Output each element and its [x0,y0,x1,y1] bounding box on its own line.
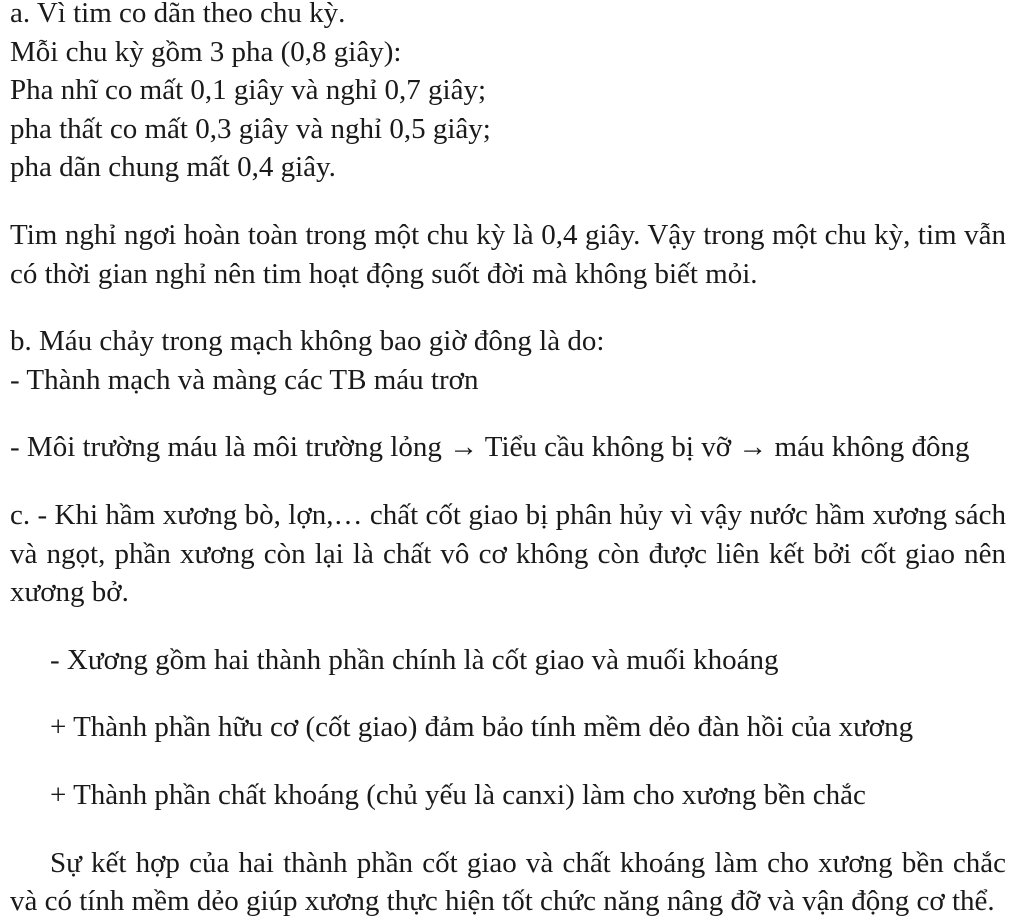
part-c-combination: Sự kết hợp của hai thành phần cốt giao và chất khoáng làm cho xương bền chắc và có tính mềm dẻo giúp xương thực hiện tốt chức năng nâng đỡ và vận động cơ thể. [10,846,1006,918]
part-a-conclusion: Tim nghỉ ngơi hoàn toàn trong một chu kỳ là 0,4 giây. Vậy trong một chu kỳ, tim vẫn có thời gian nghỉ nên tim hoạt động suốt đời mà không biết mỏi. [10,218,1006,290]
part-b-reason-2: - Môi trường máu là môi trường lỏng → Tiểu cầu không bị vỡ → máu không đông [10,431,970,464]
part-a-atrial-phase: Pha nhĩ co mất 0,1 giây và nghỉ 0,7 giây; [10,74,487,107]
part-c-mineral: + Thành phần chất khoáng (chủ yếu là canxi) làm cho xương bền chắc [50,778,866,811]
part-c-components: - Xương gồm hai thành phần chính là cốt giao và muối khoáng [50,643,779,676]
part-b-intro: b. Máu chảy trong mạch không bao giờ đông là do: [10,325,605,358]
part-a-ventricular-phase: pha thất co mất 0,3 giây và nghỉ 0,5 giây; [10,112,491,145]
part-a-cycle: Mỗi chu kỳ gồm 3 pha (0,8 giây): [10,35,402,68]
part-a-diastole-phase: pha dãn chung mất 0,4 giây. [10,151,336,184]
part-a-intro: a. Vì tim co dãn theo chu kỳ. [10,0,346,29]
part-c-organic: + Thành phần hữu cơ (cốt giao) đảm bảo tính mềm dẻo đàn hồi của xương [50,711,914,744]
part-b-reason-1: - Thành mạch và màng các TB máu trơn [10,363,479,396]
part-c-intro: c. - Khi hầm xương bò, lợn,… chất cốt giao bị phân hủy vì vậy nước hầm xương sách và ngọt, phần xương còn lại là chất vô cơ không còn được liên kết bởi cốt giao nên xương bở. [10,498,1006,609]
